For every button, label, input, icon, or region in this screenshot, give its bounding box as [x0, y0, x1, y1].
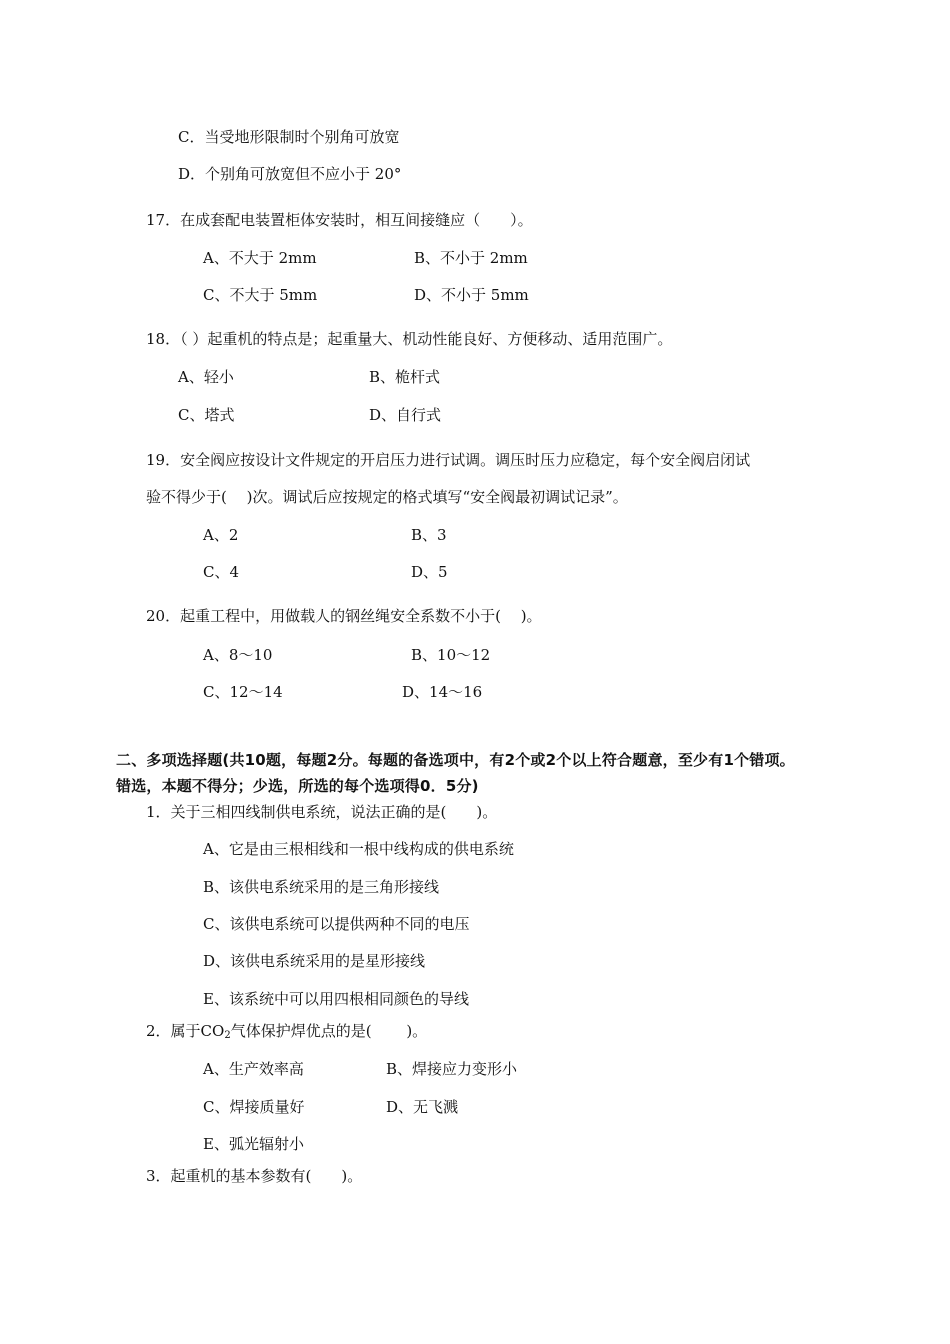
m1-option-d: D、该供电系统采用的是星形接线	[203, 952, 426, 970]
m3-stem: 3．起重机的基本参数有( )。	[146, 1167, 363, 1185]
q19-option-b: B、3	[411, 526, 447, 544]
m2-option-e: E、弧光辐射小	[203, 1135, 304, 1153]
q20-stem: 20．起重工程中，用做载人的钢丝绳安全系数不小于( )。	[146, 607, 542, 625]
m2-option-a: A、生产效率高	[203, 1060, 304, 1078]
q17-option-c: C、不大于 5mm	[203, 286, 318, 304]
m2-stem-subscript: 2	[224, 1030, 231, 1041]
q16-option-c: C．当受地形限制时个别角可放宽	[178, 128, 400, 146]
q17-option-d: D、不小于 5mm	[414, 286, 529, 304]
m2-stem	[146, 1021, 427, 1046]
q19-option-d: D、5	[411, 563, 448, 581]
m2-stem-suffix: 气体保护焊优点的是( )。	[230, 1022, 428, 1040]
m2-option-c: C、焊接质量好	[203, 1098, 305, 1116]
m2-option-d: D、无飞溅	[386, 1098, 459, 1116]
q18-option-b: B、桅杆式	[369, 368, 441, 386]
q17-stem: 17．在成套配电装置柜体安装时，相互间接缝应（ ）。	[146, 211, 533, 229]
q18-option-d: D、自行式	[369, 406, 442, 424]
q17-option-b: B、不小于 2mm	[414, 249, 528, 267]
q16-option-d: D．个别角可放宽但不应小于 20°	[178, 165, 402, 183]
q19-option-a: A、2	[203, 526, 239, 544]
section2-heading-line1: 二、多项选择题(共10题，每题2分。每题的备选项中，有2个或2个以上符合题意，至少有1个错项。	[116, 751, 795, 769]
m1-option-e: E、该系统中可以用四根相同颜色的导线	[203, 990, 469, 1008]
q20-option-d: D、14～16	[402, 683, 483, 701]
q17-option-a: A、不大于 2mm	[203, 249, 317, 267]
q18-option-c: C、塔式	[178, 406, 235, 424]
m2-stem-prefix: 2．属于CO	[146, 1022, 225, 1040]
m1-option-c: C、该供电系统可以提供两种不同的电压	[203, 915, 470, 933]
q19-stem-line2: 验不得少于( )次。调试后应按规定的格式填写“安全阀最初调试记录”。	[146, 488, 628, 506]
section2-heading-line2: 错选，本题不得分；少选，所选的每个选项得0．5分)	[116, 777, 479, 795]
q19-stem-line1: 19．安全阀应按设计文件规定的开启压力进行试调。调压时压力应稳定，每个安全阀启闭试	[146, 451, 751, 469]
m1-stem: 1．关于三相四线制供电系统，说法正确的是( )。	[146, 803, 498, 821]
q19-option-c: C、4	[203, 563, 240, 581]
q18-option-a: A、轻小	[178, 368, 234, 386]
m1-option-a: A、它是由三根相线和一根中线构成的供电系统	[203, 840, 514, 858]
m2-option-b: B、焊接应力变形小	[386, 1060, 518, 1078]
q18-stem: 18．（ ）起重机的特点是；起重量大、机动性能良好、方便移动、适用范围广。	[146, 330, 673, 348]
q20-option-a: A、8～10	[203, 646, 273, 664]
m1-option-b: B、该供电系统采用的是三角形接线	[203, 878, 440, 896]
q20-option-b: B、10～12	[411, 646, 491, 664]
q20-option-c: C、12～14	[203, 683, 283, 701]
